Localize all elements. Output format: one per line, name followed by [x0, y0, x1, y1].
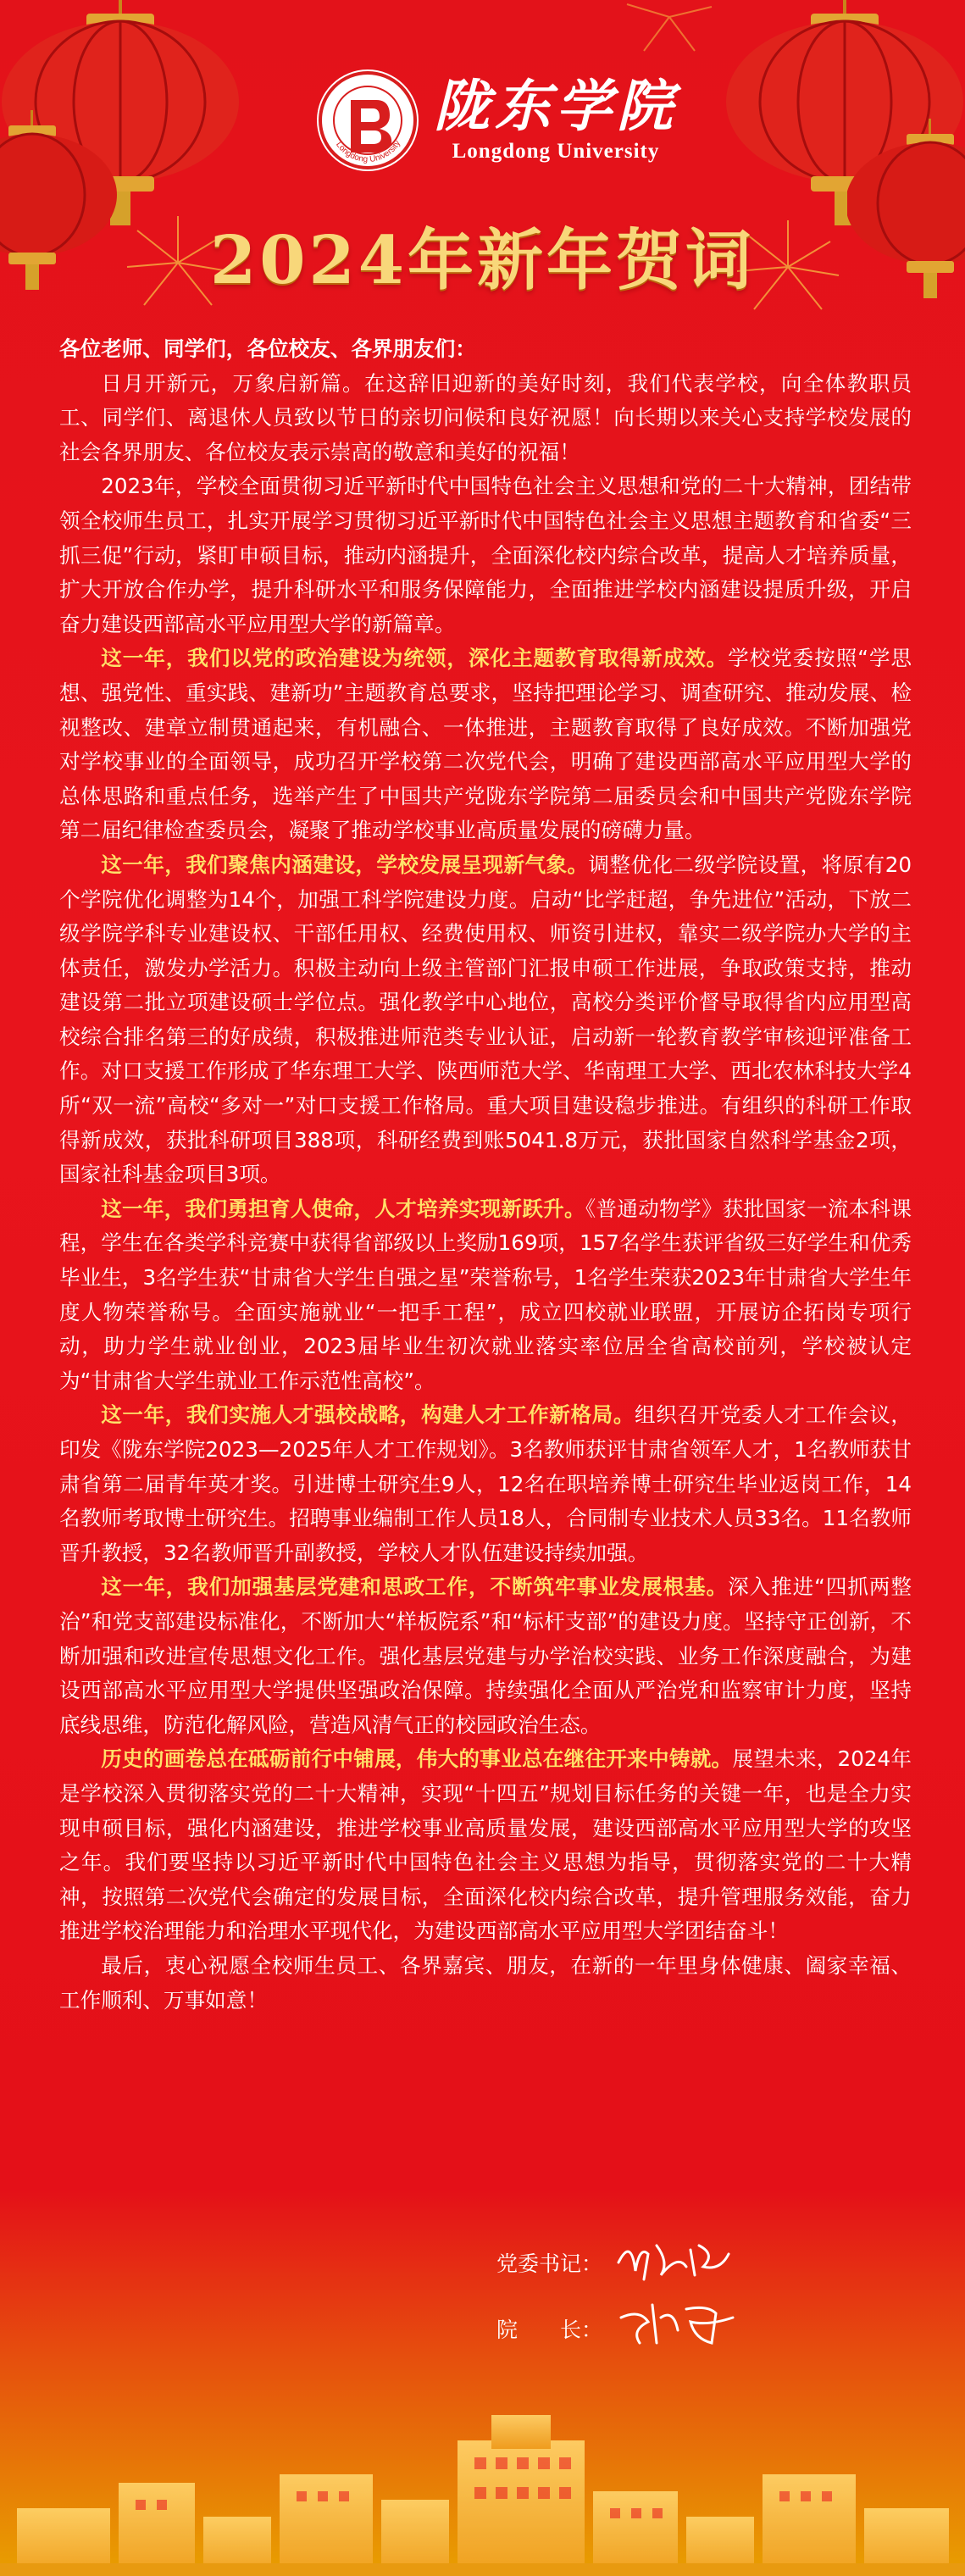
signature-president	[496, 2313, 602, 2344]
seal-text: Longdong University	[334, 139, 403, 164]
signature-role: 院 长：	[496, 2318, 603, 2342]
school-name-en: Longdong University	[452, 139, 660, 163]
salutation: 各位老师、同学们，各位校友、各界朋友们：	[59, 336, 476, 361]
paragraph-3-heading: 这一年，我们以党的政治建设为统领，深化主题教育取得新成效。	[101, 646, 729, 671]
paragraph-3: 这一年，我们以党的政治建设为统领，深化主题教育取得新成效。学校党委按照“学思想、强党性、重实践、建新功”主题教育总要求，坚持把理论学习、调查研究、推动发展、检视整改、建章立制贯通起来，有机融合、一体推进，主题教育取得了良好成效。不断加强党对学校事业的全面领导，成功召开学校第二次党代会，明确了建设西部高水平应用型大学的总体思路和重点任务，选举产生了中国共产党陇东学院第二届委员会和中国共产党陇东学院第二届纪律检查委员会，凝聚了推动学校事业高质量发展的磅礴力量。	[59, 646, 912, 843]
signature-party-secretary	[496, 2247, 602, 2278]
school-name-cn: 陇东学院	[434, 73, 678, 140]
page-title: 2024年新年贺词	[209, 222, 756, 299]
paragraph-6: 这一年，我们实施人才强校战略，构建人才工作新格局。组织召开党委人才工作会议，印发《陇东学院2023—2025年人才工作规划》。3名教师获评甘肃省领军人才，1名教师获甘肃省第二届青年英才奖。引进博士研究生9人，12名在职培养博士研究生毕业返岗工作，14名教师考取博士研究生。招聘事业编制工作人员18人，合同制专业技术人员33名。11名教师晋升教授，32名教师晋升副教授，学校人才队伍建设持续加强。	[59, 1402, 912, 1565]
handwritten-signature-secretary	[610, 2229, 737, 2288]
paragraph-2: 2023年，学校全面贯彻习近平新时代中国特色社会主义思想和党的二十大精神，团结带领全校师生员工，扎实开展学习贯彻习近平新时代中国特色社会主义思想主题教育和省委“三抓三促”行动，紧盯申硕目标，推动内涵提升，全面深化校内综合改革，提高人才培养质量，扩大开放合作办学，提升科研水平和服务保障能力，全面推进学校内涵建设提质升级，开启奋力建设西部高水平应用型大学的新篇章。	[59, 474, 912, 636]
school-seal-icon	[317, 69, 419, 171]
paragraph-8: 历史的画卷总在砥砺前行中铺展，伟大的事业总在继往开来中铸就。展望未来，2024年是学校深入贯彻落实党的二十大精神，实现“十四五”规划目标任务的关键一年，也是全力实现申硕目标，强化内涵建设，推进学校事业高质量发展，建设西部高水平应用型大学的攻坚之年。我们要坚持以习近平新时代中国特色社会主义思想为指导，贯彻落实党的二十大精神，按照第二次党代会确定的发展目标，全面深化校内综合改革，提升管理服务效能，奋力推进学校治理能力和治理水平现代化，为建设西部高水平应用型大学团结奋斗！	[59, 1746, 912, 1944]
handwritten-signature-president	[614, 2292, 741, 2351]
paragraph-1: 日月开新元，万象启新篇。在这辞旧迎新的美好时刻，我们代表学校，向全体教职员工、同学们、离退休人员致以节日的亲切问候和良好祝愿！向长期以来关心支持学校发展的社会各界朋友、各位校友表示崇高的敬意和美好的祝福！	[59, 370, 912, 464]
paragraph-7: 这一年，我们加强基层党建和思政工作，不断筑牢事业发展根基。深入推进“四抓两整治”和党支部建设标准化，不断加大“样板院系”和“标杆支部”的建设力度。坚持守正创新，不断加强和改进宣传思想文化工作。强化基层党建与办学治校实践、业务工作深度融合，为建设西部高水平应用型大学提供坚强政治保障。持续强化全面从严治党和监察审计力度，坚持底线思维，防范化解风险，营造风清气正的校园政治生态。	[59, 1574, 912, 1737]
paragraph-9: 最后，衷心祝愿全校师生员工、各界嘉宾、朋友，在新的一年里身体健康、阖家幸福、工作顺利、万事如意！	[59, 1952, 912, 2012]
paragraph-4: 这一年，我们聚焦内涵建设，学校发展呈现新气象。调整优化二级学院设置，将原有20个学院优化调整为14个，加强工科学院建设力度。启动“比学赶超，争先进位”活动，下放二级学院学科专业建设权、干部任用权、经费使用权、师资引进权，靠实二级学院办大学的主体责任，激发办学活力。积极主动向上级主管部门汇报申硕工作进展，争取政策支持，推动建设第二批立项建设硕士学位点。强化教学中心地位，高校分类评价督导取得省内应用型高校综合排名第三的好成绩，积极推进师范类专业认证，启动新一轮教育教学审核迎评准备工作。对口支援工作形成了华东理工大学、陕西师范大学、华南理工大学、西北农林科技大学4所“双一流”高校“多对一”对口支援工作格局。重大项目建设稳步推进。有组织的科研工作取得新成效，获批科研项目388项，科研经费到账5041.8万元，获批国家自然科学基金2项，国家社科基金项目3项。	[59, 852, 912, 1187]
firework-top-right-icon	[610, 0, 729, 59]
paragraph-8-heading: 历史的画卷总在砥砺前行中铺展，伟大的事业总在继往开来中铸就。	[101, 1746, 733, 1772]
paragraph-4-heading: 这一年，我们聚焦内涵建设，学校发展呈现新气象。	[101, 852, 589, 877]
paragraph-7-heading: 这一年，我们加强基层党建和思政工作，不断筑牢事业发展根基。	[101, 1574, 729, 1600]
school-logo	[317, 69, 678, 171]
letter-body	[59, 332, 912, 2018]
paragraph-6-heading: 这一年，我们实施人才强校战略，构建人才工作新格局。	[101, 1402, 635, 1428]
paragraph-5-heading: 这一年，我们勇担育人使命，人才培养实现新跃升。	[101, 1196, 585, 1221]
paragraph-5: 这一年，我们勇担育人使命，人才培养实现新跃升。《普通动物学》获批国家一流本科课程，学生在各类学科竞赛中获得省部级以上奖励169项，157名学生获评省级三好学生和优秀毕业生，3名学生获“甘肃省大学生自强之星”荣誉称号，1名学生荣获2023年甘肃省大学生年度人物荣誉称号。全面实施就业“一把手工程”，成立四校就业联盟，开展访企拓岗专项行动，助力学生就业创业，2023届毕业生初次就业落实率位居全省高校前列，学校被认定为“甘肃省大学生就业工作示范性高校”。	[59, 1196, 912, 1393]
campus-skyline-icon	[0, 2381, 965, 2576]
signature-role: 党委书记：	[496, 2251, 603, 2276]
